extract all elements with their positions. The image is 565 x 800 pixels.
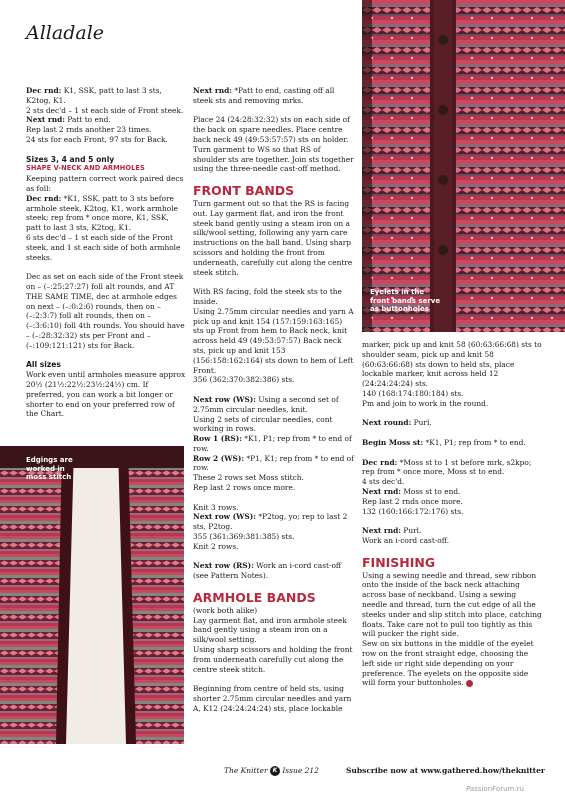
paragraph: Row 1 (RS): *K1, P1; rep from * to end of row. [193, 434, 352, 453]
paragraph: Knit 3 rows. [193, 502, 239, 512]
paragraph: Dec rnd: *K1, SSK, patt to 3 sts before armhole steek, K2tog, K1, work armhole steek; rep from * once more, K1, SSK, patt to last 3 sts, K2tog, K1. [26, 193, 178, 233]
knitwear-photo-edgings [0, 446, 184, 744]
paragraph: Using a sewing needle and thread, sew ribbon onto the inside of the back neck attaching across base of neckband. Using a sewing needle and thread, turn the cut edge of all the steeks under and slip stitch into place, catching floats. Take care not to pull too tightly as this will pucker the right side. [362, 570, 542, 639]
footer-subscribe[interactable]: Subscribe now at www.gathered.how/theknitter [346, 766, 545, 775]
paragraph: Rep last 2 rnds another 23 times. [26, 125, 152, 135]
paragraph: (work both alike) [193, 605, 258, 615]
section-heading: SHAPE V-NECK AND ARMHOLES [26, 164, 145, 173]
end-mark-icon [466, 680, 473, 687]
paragraph: Begin Moss st: *K1, P1; rep from * to end. [362, 437, 526, 447]
footer-issue: The Knitter K Issue 212 [224, 766, 319, 775]
paragraph: Place 24 (24:28:32:32) sts on each side of the back on spare needles. Place centre back neck 49 (49:53:57:57) sts on holder. Turn garment to WS so that RS of shoulder sts are together. Join sts together using the three-needle cast-off method. [193, 115, 354, 174]
paragraph: Using 2 sets of circular needles, cont working in rows. [193, 414, 333, 434]
column-3 [362, 340, 542, 688]
page-title: Alladale [26, 22, 105, 44]
paragraph: 140 (168:174:180:184) sts. [362, 388, 464, 398]
paragraph: Row 2 (WS): *P1, K1; rep from * to end of row. [193, 453, 354, 473]
column-2 [193, 86, 355, 723]
paragraph: Next rnd: Purl. [362, 526, 422, 536]
paragraph: marker, pick up and knit 58 (60:63:66:68) sts to shoulder seam, pick up and knit 58 (60:63:66:68) sts down to held sts, place lockable marker, knit across held 12 (24:24:24:24) sts. [362, 340, 542, 389]
paragraph: Dec as set on each side of the Front steek on – (–:25:27:27) foll alt rounds, and AT THE SAME TIME, dec at armhole edges on next – (–:0:2:6) rounds, then on – (–:2:3:7) foll alt rounds, then on – (–:3:6:10) foll 4th rounds. You should have – (–:28:32:32) sts per Front and – (–:109:121:121) sts for Back. [26, 272, 185, 350]
magazine-logo-icon: K [270, 766, 280, 776]
paragraph: 356 (362:370:382:386) sts. [193, 375, 295, 385]
section-subheading: All sizes [26, 360, 61, 370]
paragraph: 6 sts dec'd – 1 st each side of the Front steek, and 1 st each side of both armhole steeks. [26, 232, 181, 262]
photo-caption-eyelets: Eyelets in the front bands serve as buttonholes [370, 288, 441, 313]
paragraph: Next rnd: Patt to end. [26, 115, 111, 125]
paragraph: Next row (WS): Using a second set of 2.75mm circular needles, knit. [193, 394, 339, 414]
paragraph: 355 (361:369:381:385) sts. [193, 532, 295, 542]
paragraph: 132 (160:166:172:176) sts. [362, 506, 464, 516]
section-heading-armhole-bands: ARMHOLE BANDS [193, 589, 316, 605]
paragraph: Keeping pattern correct work paired decs as foll: [26, 174, 184, 193]
paragraph: Next row (WS): *P2tog, yo; rep to last 2 sts, P2tog. [193, 512, 348, 532]
knitwear-photo-front-bands [362, 0, 565, 332]
paragraph: Work an i-cord cast-off. [362, 535, 450, 545]
paragraph: Turn garment out so that the RS is facing out. Lay garment flat, and iron the front steek band gently using a steam iron on a silk/wool setting, following any yarn care instructions on the ball band. Using sharp scissors and holding the front from underneath, carefully cut along the centre steek stitch. [193, 198, 353, 277]
paragraph: Knit 2 rows. [193, 541, 239, 551]
paragraph: 24 sts for each Front, 97 sts for Back. [26, 134, 168, 144]
paragraph: Beginning from centre of held sts, using shorter 2.75mm circular needles and yarn A, K12 (24:24:24:24) sts, place lockable [193, 684, 352, 713]
column-1 [26, 86, 186, 429]
paragraph: Rep last 2 rnds once more. [362, 496, 463, 506]
paragraph: Dec rnd: K1, SSK, patt to last 3 sts, K2tog, K1. [26, 86, 162, 105]
paragraph: 2 sts dec'd – 1 st each side of Front steek. [26, 105, 184, 115]
paragraph: Rep last 2 rows once more. [193, 483, 296, 493]
paragraph: Lay garment flat, and iron armhole steek band gently using a steam iron on a silk/wool setting. [193, 615, 347, 645]
paragraph: Pm and join to work in the round. [362, 398, 489, 408]
watermark: PassionForum.ru [466, 785, 524, 793]
paragraph: These 2 rows set Moss stitch. [193, 473, 304, 483]
section-heading-front-bands: FRONT BANDS [193, 182, 295, 198]
paragraph: Dec rnd: *Moss st to 1 st before mrk, s2kpo; rep from * once more, Moss st to end. [362, 457, 532, 477]
paragraph: With RS facing, fold the steek sts to the inside. [193, 287, 342, 306]
paragraph: Using 2.75mm circular needles and yarn A pick up and knit 154 (157:159:163:165) sts up Front from hem to Back neck, knit across held 49 (49:53:57:57) Back neck sts, pick up and knit 153 (156:158:162:164) sts down to hem of Left Front. [193, 306, 354, 375]
photo-caption-edgings: Edgings are worked in moss stitch [26, 456, 73, 481]
paragraph: Work even until armholes measure approx 20½ (21½:22½:23½:24½) cm. If preferred, you can work a bit longer or shorter to end on your preferred row of the Chart. [26, 370, 186, 419]
paragraph: Next round: Purl. [362, 418, 432, 428]
paragraph: Next rnd: Moss st to end. [362, 486, 461, 496]
section-heading-finishing: FINISHING [362, 554, 436, 570]
paragraph: 4 sts dec'd. [362, 477, 405, 487]
paragraph: Next row (RS): Work an i-cord cast-off (see Pattern Notes). [193, 561, 342, 581]
paragraph: Sew on six buttons in the middle of the eyelet row on the front straight edge, choosing the left side or right side depending on your preference. The eyelets on the opposite side will form your buttonholes. [362, 639, 534, 688]
paragraph: Next rnd: *Patt to end, casting off all steek sts and removing mrks. [193, 86, 335, 105]
paragraph: Using sharp scissors and holding the front from underneath carefully cut along the centre steek stitch. [193, 645, 353, 674]
section-subheading: Sizes 3, 4 and 5 only [26, 154, 115, 164]
